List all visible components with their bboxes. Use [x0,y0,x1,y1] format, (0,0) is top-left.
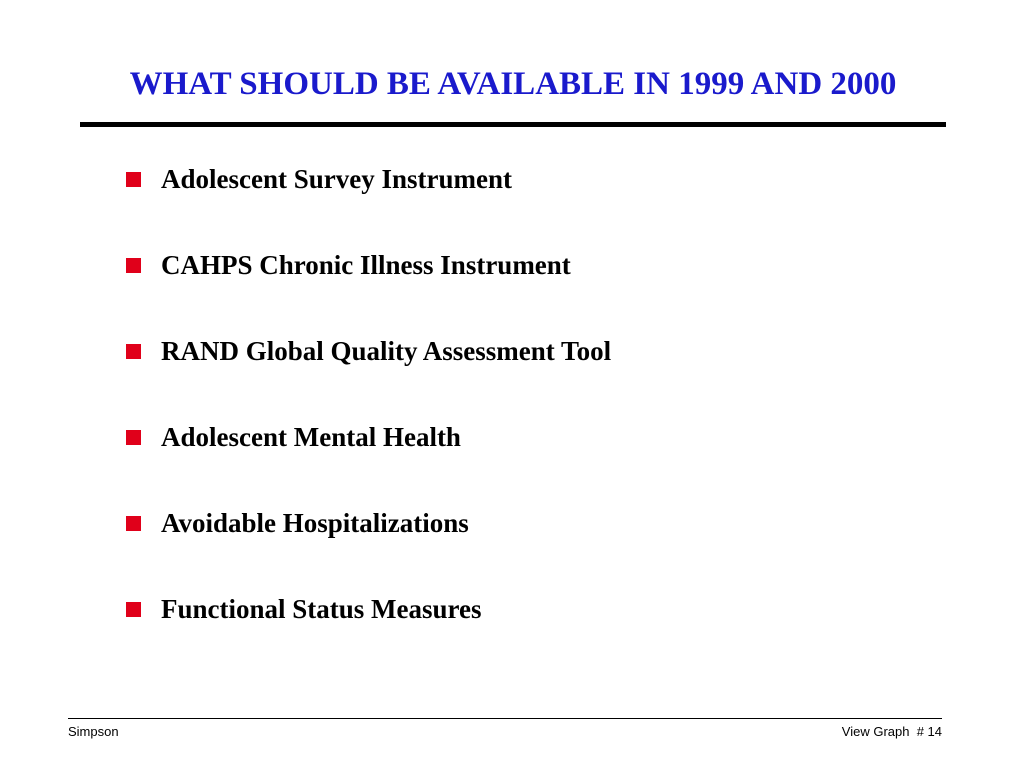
bullet-text: CAHPS Chronic Illness Instrument [161,250,571,280]
bullet-item [126,418,611,504]
bullet-text: Functional Status Measures [161,594,482,624]
slide-title: WHAT SHOULD BE AVAILABLE IN 1999 AND 2000 [129,66,897,102]
bullet-list [126,160,611,676]
red-square-bullet-icon [126,344,141,359]
red-square-bullet-icon [126,258,141,273]
bullet-item [126,504,611,590]
bullet-item [126,590,611,676]
title-divider [80,122,946,127]
red-square-bullet-icon [126,602,141,617]
bullet-text: Avoidable Hospitalizations [161,508,469,538]
red-square-bullet-icon [126,516,141,531]
bullet-item [126,332,611,418]
bullet-item [126,160,611,246]
red-square-bullet-icon [126,172,141,187]
footer-divider [68,718,942,719]
bullet-text: RAND Global Quality Assessment Tool [161,336,612,366]
bullet-text: Adolescent Survey Instrument [161,164,512,194]
bullet-text: Adolescent Mental Health [161,422,461,452]
bullet-item [126,246,611,332]
footer-page-label: View Graph # 14 [841,724,942,739]
red-square-bullet-icon [126,430,141,445]
footer-author: Simpson [68,724,119,739]
